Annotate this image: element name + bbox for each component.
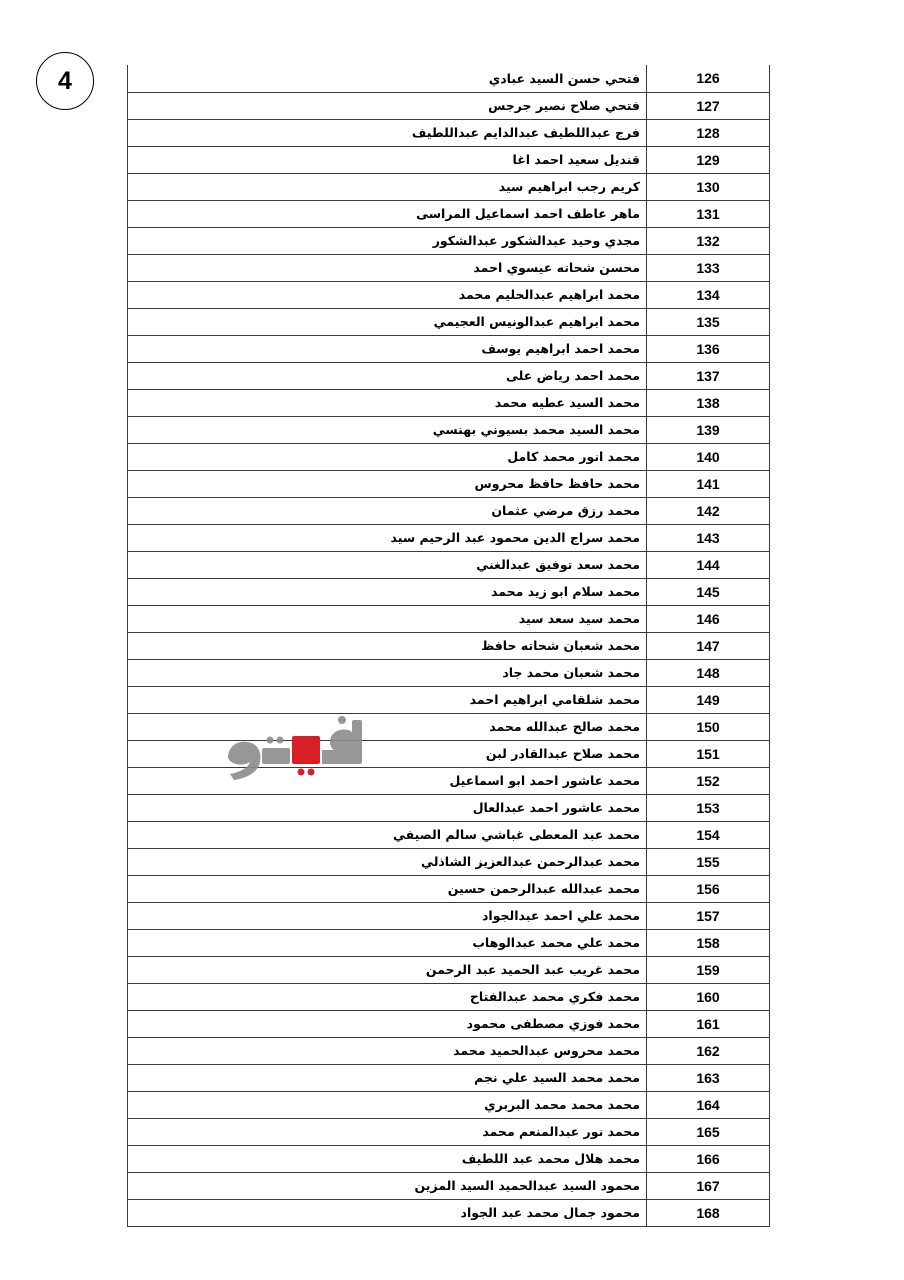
row-number: 156 [647, 875, 770, 902]
row-name: فتحي صلاح نصير جرجس [128, 92, 647, 119]
row-number: 146 [647, 605, 770, 632]
table-row [128, 335, 770, 362]
row-number: 126 [647, 65, 770, 92]
row-name: محمد سراج الدين محمود عبد الرحيم سيد [128, 524, 647, 551]
table-row [128, 443, 770, 470]
row-name: محمد محمد السيد علي نجم [128, 1064, 647, 1091]
table-row [128, 983, 770, 1010]
table-row [128, 65, 770, 92]
row-name: محمد علي احمد عبدالجواد [128, 902, 647, 929]
row-name: محمد شعبان محمد جاد [128, 659, 647, 686]
row-number: 160 [647, 983, 770, 1010]
row-number: 144 [647, 551, 770, 578]
row-number: 148 [647, 659, 770, 686]
table-row [128, 848, 770, 875]
row-number: 165 [647, 1118, 770, 1145]
table-row [128, 632, 770, 659]
row-name: محمد سيد سعد سيد [128, 605, 647, 632]
row-number: 153 [647, 794, 770, 821]
row-number: 161 [647, 1010, 770, 1037]
row-number: 142 [647, 497, 770, 524]
table-row [128, 389, 770, 416]
row-name: محمد سعد توفيق عبدالغني [128, 551, 647, 578]
row-number: 127 [647, 92, 770, 119]
row-name: محمد انور محمد كامل [128, 443, 647, 470]
row-name: محمد محمد محمد البربري [128, 1091, 647, 1118]
row-number: 154 [647, 821, 770, 848]
row-name: فرج عبداللطيف عبدالدايم عبداللطيف [128, 119, 647, 146]
table-row [128, 92, 770, 119]
table-row [128, 227, 770, 254]
row-name: محمد صلاح عبدالقادر لبن [128, 740, 647, 767]
row-number: 134 [647, 281, 770, 308]
watermark-text: فيتو [222, 702, 224, 703]
table-row [128, 551, 770, 578]
row-name: محمد عاشور احمد ابو اسماعيل [128, 767, 647, 794]
row-number: 141 [647, 470, 770, 497]
table-row [128, 659, 770, 686]
row-name: محمد احمد رياض على [128, 362, 647, 389]
row-number: 130 [647, 173, 770, 200]
row-name: مجدي وحيد عبدالشكور عبدالشكور [128, 227, 647, 254]
row-name: محمد حافظ حافظ محروس [128, 470, 647, 497]
table-row [128, 605, 770, 632]
page-number-badge [36, 52, 94, 110]
row-number: 143 [647, 524, 770, 551]
row-name: محمد شعبان شحاته حافظ [128, 632, 647, 659]
row-name: محمد ابراهيم عبدالونيس العجيمي [128, 308, 647, 335]
table-row [128, 902, 770, 929]
row-number: 166 [647, 1145, 770, 1172]
names-table [127, 65, 770, 1227]
row-name: محمد عبدالله عبدالرحمن حسين [128, 875, 647, 902]
row-number: 157 [647, 902, 770, 929]
row-name: محمد السيد محمد بسيوني بهنسي [128, 416, 647, 443]
row-name: محمد ابراهيم عبدالحليم محمد [128, 281, 647, 308]
row-name: قنديل سعيد احمد اغا [128, 146, 647, 173]
row-number: 131 [647, 200, 770, 227]
table-row [128, 1064, 770, 1091]
page-number: 4 [58, 66, 72, 95]
table-row [128, 362, 770, 389]
table-row [128, 1172, 770, 1199]
table-row [128, 875, 770, 902]
table-row [128, 1037, 770, 1064]
table-row [128, 308, 770, 335]
table-row [128, 497, 770, 524]
row-name: محمد احمد ابراهيم يوسف [128, 335, 647, 362]
table-row [128, 1199, 770, 1226]
row-name: ماهر عاطف احمد اسماعيل المراسى [128, 200, 647, 227]
row-name: محمد شلقامي ابراهيم احمد [128, 686, 647, 713]
table-row [128, 173, 770, 200]
row-number: 151 [647, 740, 770, 767]
table-row [128, 281, 770, 308]
row-name: محمد رزق مرضي عثمان [128, 497, 647, 524]
table-row [128, 821, 770, 848]
table-row [128, 713, 770, 740]
row-name: محمد نور عبدالمنعم محمد [128, 1118, 647, 1145]
table-row [128, 1091, 770, 1118]
row-number: 140 [647, 443, 770, 470]
table-row [128, 416, 770, 443]
row-number: 137 [647, 362, 770, 389]
row-name: فتحي حسن السيد عبادي [128, 65, 647, 92]
row-number: 133 [647, 254, 770, 281]
table-row [128, 956, 770, 983]
row-name: محمد غريب عبد الحميد عبد الرحمن [128, 956, 647, 983]
row-number: 149 [647, 686, 770, 713]
row-number: 138 [647, 389, 770, 416]
row-number: 162 [647, 1037, 770, 1064]
row-name: محمد محروس عبدالحميد محمد [128, 1037, 647, 1064]
row-name: محمود السيد عبدالحميد السيد المزين [128, 1172, 647, 1199]
row-number: 158 [647, 929, 770, 956]
row-number: 150 [647, 713, 770, 740]
names-table-body [128, 65, 770, 1226]
row-name: محسن شحاته عيسوي احمد [128, 254, 647, 281]
table-row [128, 524, 770, 551]
row-name: محمد علي محمد عبدالوهاب [128, 929, 647, 956]
row-number: 159 [647, 956, 770, 983]
row-number: 164 [647, 1091, 770, 1118]
row-name: محمود جمال محمد عبد الجواد [128, 1199, 647, 1226]
row-name: محمد هلال محمد عبد اللطيف [128, 1145, 647, 1172]
row-number: 136 [647, 335, 770, 362]
table-row [128, 119, 770, 146]
row-number: 155 [647, 848, 770, 875]
row-number: 167 [647, 1172, 770, 1199]
row-number: 163 [647, 1064, 770, 1091]
row-name: محمد صالح عبدالله محمد [128, 713, 647, 740]
table-row [128, 794, 770, 821]
table-row [128, 686, 770, 713]
table-row [128, 1145, 770, 1172]
row-number: 147 [647, 632, 770, 659]
row-number: 129 [647, 146, 770, 173]
row-name: كريم رجب ابراهيم سيد [128, 173, 647, 200]
table-row [128, 200, 770, 227]
row-name: محمد سلام ابو زيد محمد [128, 578, 647, 605]
row-number: 152 [647, 767, 770, 794]
table-row [128, 254, 770, 281]
row-name: محمد السيد عطيه محمد [128, 389, 647, 416]
row-name: محمد عاشور احمد عبدالعال [128, 794, 647, 821]
table-row [128, 1118, 770, 1145]
row-number: 128 [647, 119, 770, 146]
row-number: 139 [647, 416, 770, 443]
row-number: 145 [647, 578, 770, 605]
table-row [128, 740, 770, 767]
table-row [128, 929, 770, 956]
table-row [128, 470, 770, 497]
row-name: محمد عبد المعطى غباشي سالم الصيفي [128, 821, 647, 848]
table-row [128, 1010, 770, 1037]
table-row [128, 146, 770, 173]
row-name: محمد فوزي مصطفى محمود [128, 1010, 647, 1037]
row-number: 168 [647, 1199, 770, 1226]
table-row [128, 578, 770, 605]
row-name: محمد عبدالرحمن عبدالعزيز الشاذلي [128, 848, 647, 875]
row-number: 135 [647, 308, 770, 335]
table-row [128, 767, 770, 794]
row-number: 132 [647, 227, 770, 254]
row-name: محمد فكري محمد عبدالفتاح [128, 983, 647, 1010]
